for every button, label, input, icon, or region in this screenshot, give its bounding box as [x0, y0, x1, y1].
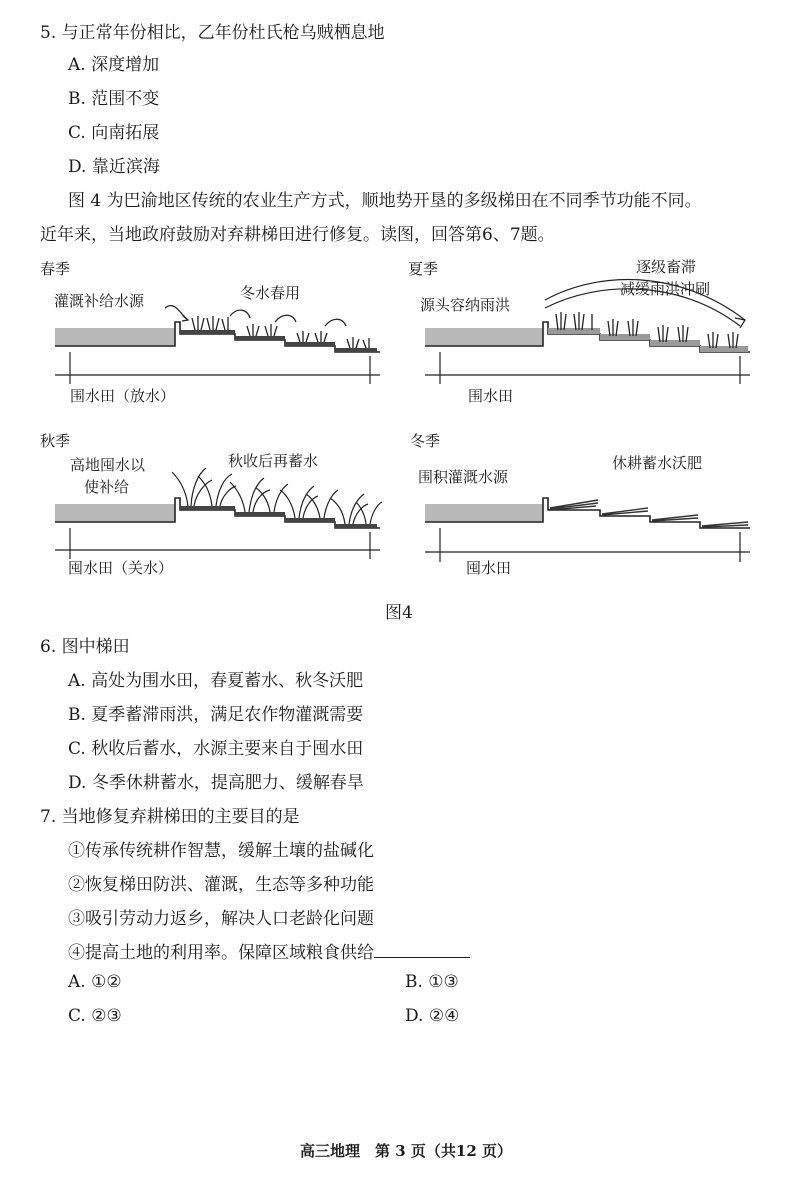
q5-stem: 5. 与正常年份相比，乙年份杜氏枪乌贼栖息地: [40, 23, 385, 43]
summer-note-stepwise: 逐级畜滞: [636, 258, 697, 276]
intro-line-1: 图 4 为巴渝地区传统的农业生产方式，顺地势开垦的多级梯田在不同季节功能不同。: [68, 191, 702, 211]
summer-note-flood: 减缓雨洪冲刷: [620, 280, 711, 298]
q6-stem: 6. 图中梯田: [40, 637, 130, 657]
winter-note-collect: 围积灌溉水源: [418, 468, 509, 486]
figure-caption: 图4: [385, 603, 413, 623]
summer-caption: 围水田: [468, 387, 514, 405]
page-footer: 高三地理 第 3 页（共12 页）: [300, 1142, 512, 1160]
q7-option-d: D. ②④: [405, 1006, 460, 1026]
answer-blank-line: [374, 943, 470, 958]
winter-caption: 囤水田: [466, 559, 512, 577]
spring-terrace-diagram: [40, 300, 385, 385]
q6-option-a: A. 高处为围水田，春夏蓄水、秋冬沃肥: [68, 671, 364, 691]
q7-option-c: C. ②③: [68, 1006, 122, 1026]
autumn-terrace-diagram: [40, 460, 385, 560]
spring-note-irrigation: 灌溉补给水源: [54, 292, 145, 310]
q5-option-c: C. 向南拓展: [68, 123, 160, 143]
q7-item-2: ②恢复梯田防洪、灌溉，生态等多种功能: [68, 875, 374, 895]
spring-caption: 围水田（放水）: [70, 387, 176, 405]
intro-line-2: 近年来，当地政府鼓励对弃耕梯田进行修复。读图，回答第6、7题。: [40, 225, 555, 245]
autumn-note-highland-2: 使补给: [84, 478, 130, 496]
q5-option-d: D. 靠近滨海: [68, 157, 160, 177]
q7-stem: 7. 当地修复弃耕梯田的主要目的是: [40, 807, 300, 827]
q7-option-a: A. ①②: [68, 972, 122, 992]
winter-terrace-diagram: [410, 478, 760, 563]
q7-item-1: ①传承传统耕作智慧，缓解土壤的盐碱化: [68, 841, 374, 861]
winter-note-fallow: 休耕蓄水沃肥: [612, 454, 703, 472]
autumn-note-highland-1: 高地囤水以: [70, 456, 146, 474]
q7-item-4: ④提高土地的利用率。保障区域粮食供给: [68, 943, 374, 963]
q6-option-d: D. 冬季休耕蓄水，提高肥力、缓解春旱: [68, 773, 364, 793]
q7-item-4-row: [68, 938, 470, 963]
q6-option-c: C. 秋收后蓄水，水源主要来自于囤水田: [68, 739, 364, 759]
summer-season-label: 夏季: [408, 260, 439, 278]
q6-option-b: B. 夏季蓄滞雨洪，满足农作物灌溉需要: [68, 705, 364, 725]
q5-option-a: A. 深度增加: [68, 55, 160, 75]
autumn-caption: 囤水田（关水）: [68, 559, 174, 577]
autumn-season-label: 秋季: [40, 432, 71, 450]
spring-note-winter-water: 冬水春用: [240, 284, 301, 302]
summer-terrace-diagram: [410, 270, 760, 385]
q7-item-3: ③吸引劳动力返乡，解决人口老龄化问题: [68, 909, 374, 929]
spring-season-label: 春季: [40, 260, 71, 278]
q5-option-b: B. 范围不变: [68, 89, 160, 109]
autumn-note-store-water: 秋收后再蓄水: [228, 452, 319, 470]
q7-option-b: B. ①③: [405, 972, 459, 992]
summer-note-source: 源头容纳雨洪: [420, 296, 511, 314]
winter-season-label: 冬季: [410, 432, 441, 450]
